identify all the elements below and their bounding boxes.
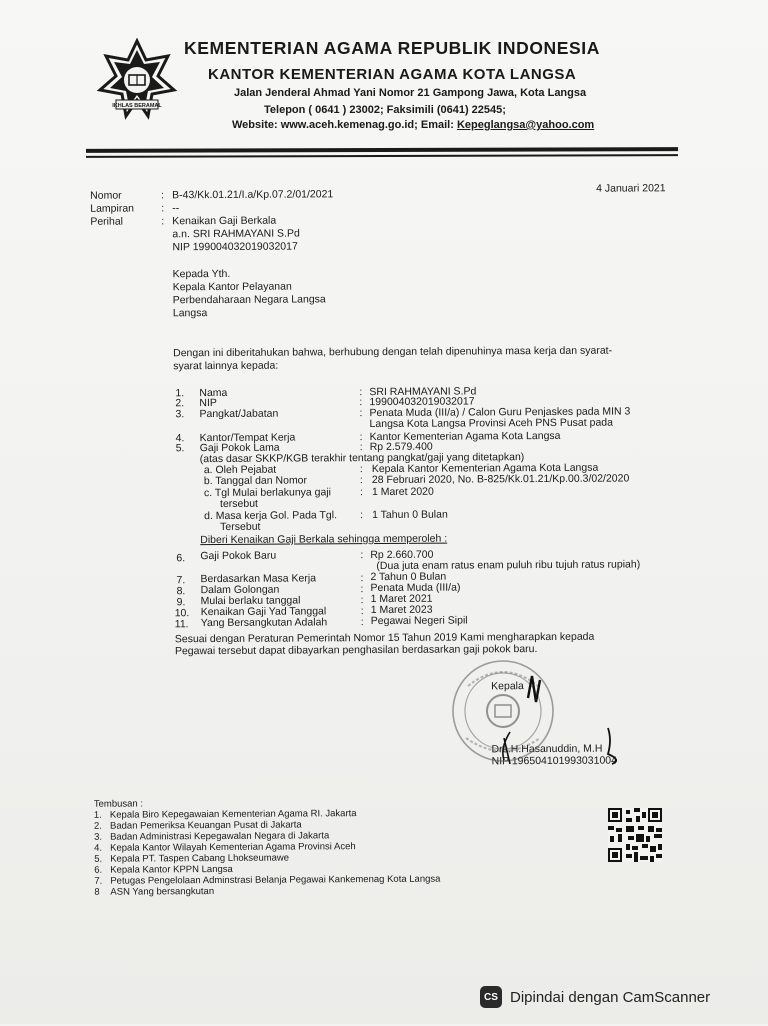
salary-basis-note: (atas dasar SKKP/KGB terakhir tentang pangkat/gaji yang ditetapkan) [199,451,525,466]
item-number: 9. [176,596,186,609]
closing-line: Sesuai dengan Peraturan Pemerintah Nomor 15 Tahun 2019 Kami mengharapkan kepada [174,630,595,646]
item-label: NIP [199,396,217,410]
tembusan-number: 5. [94,853,103,865]
svg-text:IKHLAS BERAMAL: IKHLAS BERAMAL [112,103,162,109]
camscanner-icon: CS [480,986,502,1008]
increase-heading: Diberi Kenaikan Gaji Berkala sehingga memperoleh : [200,532,448,547]
item-label: Kantor/Tempat Kerja [199,431,296,445]
signatory-name: Drs.H.Hasanuddin, M.H [491,742,603,756]
tembusan-item: Badan Administrasi Kepegawalan Negara di Jakarta [110,830,330,843]
recipient-line: Kepada Yth. [172,267,231,281]
item-label: tersebut [219,497,259,510]
tembusan-item: ASN Yang bersangkutan [110,886,215,898]
tembusan-item: Kepala PT. Taspen Cabang Lhokseumawe [110,852,290,865]
item-label: Gaji Pokok Baru [200,549,277,563]
intro-line: syarat lainnya kepada: [173,359,279,373]
tembusan-number: 7. [94,875,103,887]
item-number: 8. [176,585,186,598]
letter-date: 4 Januari 2021 [596,182,666,195]
item-label: b. Tanggal dan Nomor [203,474,308,488]
item-label: Nama [199,386,228,400]
item-label: Gaji Pokok Lama [199,441,280,455]
tembusan-number: 4. [94,842,103,854]
item-label: d. Masa kerja Gol. Pada Tgl. [204,509,338,523]
item-value: 2 Tahun 0 Bulan [370,570,447,584]
item-value: 1 Tahun 0 Bulan [372,508,448,522]
header-email-link[interactable]: Kepeglangsa@yahoo.com [456,119,595,131]
signature-title: Kepala [491,680,524,693]
perihal-an: a.n. SRI RAHMAYANI S.Pd [172,227,300,241]
item-value: Rp 2.579.400 [369,440,433,454]
item-value: 1 Maret 2020 [371,485,434,499]
tembusan-item: Kepala Kantor KPPN Langsa [110,863,233,876]
item-value: 1 Maret 2021 [370,592,433,606]
item-value: Pegawai Negeri Sipil [370,614,468,628]
salary-in-words: (Dua juta enam ratus enam puluh ribu tujuh ratus rupiah) [376,558,641,573]
tembusan-item: Kepala Biro Kepegawaian Kementerian Agama RI. Jakarta [109,808,357,821]
header-phone: Telepon ( 0641 ) 23002; Faksimili (0641) 22545; [264,104,506,116]
recipient-line: Perbendaharaan Negara Langsa [172,293,326,307]
item-number: 2. [175,397,185,410]
item-number: 4. [175,432,185,445]
item-number: 1. [175,387,185,400]
handwritten-signature-icon [480,668,630,768]
item-label: Kenaikan Gaji Yad Tanggal [200,605,327,619]
tembusan-number: 2. [93,820,102,832]
item-value: Kantor Kementerian Agama Kota Langsa [369,429,561,444]
nomor-label: Nomor [90,189,122,202]
tembusan-number: 1. [93,809,102,821]
item-number: 10. [174,607,190,620]
item-number: 5. [175,442,185,455]
lampiran-value: -- [172,202,180,215]
qr-code-icon [608,808,662,862]
item-value: Penata Muda (III/a) / Calon Guru Penjaskes pada MIN 3 [369,405,631,420]
item-label: Tersebut [220,520,261,533]
item-value: 199004032019032017 [369,395,475,409]
tembusan-title: Tembusan : [93,798,144,810]
camscanner-watermark [480,984,710,1010]
letter-body: Nomor Lampiran Perihal : : : B-43/Kk.01.21/I.a/Kp.07.2/01/2021 -- Kenaikan Gaji Berkala a.n. SRI RAHMAYANI S.Pd NIP 199004032019032017 4 Januari 2021 Kepada Yth. Kepala Kantor Pelayanan Perbendaharaan Negara Langsa Langsa Dengan ini diberitahukan bahwa, berhubung dengan telah dipenuhinya masa kerja dan syarat- syarat lainnya kepada: 1. Nama : SRI RAHMAYANI S.Pd 2. NIP : 199004032019032017 3. Pangkat/Jabatan : Penata Muda (III/a) / Calon Guru Penjaskes pada MIN 3 Langsa Kota Langsa Provinsi Aceh PNS Pusat pada 4. Kantor/Tempat Kerja : Kantor Kementerian Agama Kota Langsa 5. Gaji Pokok Lama : Rp 2.579.400 (atas dasar SKKP/KGB terakhir tentang pangkat/gaji yang ditetapkan) a. Oleh Pejabat : Kepala Kantor Kementerian Agama Kota Langsa b. Tanggal dan Nomor : 28 Februari 2020, No. B-825/Kk.01.21/Kp.00.3/02/2020 c. Tgl Mulai berlakunya gaji tersebut : 1 Maret 2020 d. Masa kerja Gol. Pada Tgl. Tersebut : 1 Tahun 0 Bulan Diberi Kenaikan Gaji Berkala sehingga memperoleh : 6. Gaji Pokok Baru : Rp 2.660.700 (Dua juta enam ratus enam puluh ribu tujuh ratus rupiah) 7. Berdasarkan Masa Kerja : 2 Tahun 0 Bulan 8. Dalam Golongan : Penata Muda (III/a) 9. Mulai berlaku tanggal : 1 Maret 2021 10. Kenaikan Gaji Yad Tanggal : 1 Maret 2023 11. Yang Bersangkutan Adalah : Pegawai Negeri Sipil Sesuai dengan Peraturan Pemerintah Nomor 15 Tahun 2019 Kami mengharapkan kepada Pegawai tersebut dapat dibayarkan penghasilan berdasarkan gaji pokok baru. Kepala Drs.H.Hasanuddin, M.H NIP 196504101993031004 Tembusan : 1. Kepala Biro Kepegawaian Kementerian Agama RI. Jakarta 2. Badan Pemeriksa Keuangan Pusat di Jakarta 3. Badan Administrasi Kepegawalan Negara di Jakarta 4. Kepala Kantor Wilayah Kementerian Agama Provinsi Aceh 5. Kepala PT. Taspen Cabang Lhokseumawe 6. Kepala Kantor KPPN Langsa 7. Petugas Pengelolaan Adminstrasi Belanja Pegawai Kankemenag Kota Langsa 8 ASN Yang bersangkutan [90,182,666,898]
intro-line: Dengan ini diberitahukan bahwa, berhubung dengan telah dipenuhinya masa kerja dan syarat- [173,344,613,360]
signatory-nip: NIP 196504101993031004 [491,754,617,768]
tembusan-item: Kepala Kantor Wilayah Kementerian Agama Provinsi Aceh [110,841,356,854]
recipient-line: Langsa [172,307,208,320]
lampiran-label: Lampiran [90,202,135,215]
item-number: 6. [176,552,186,565]
item-number: 11. [174,618,189,631]
item-value: Kepala Kantor Kementerian Agama Kota Langsa [371,461,599,476]
header-ministry: KEMENTERIAN AGAMA REPUBLIK INDONESIA [184,38,601,58]
item-label: Mulai berlaku tanggal [200,594,301,608]
item-value: SRI RAHMAYANI S.Pd [369,385,477,399]
nomor-value: B-43/Kk.01.21/I.a/Kp.07.2/01/2021 [172,188,334,202]
closing-line: Pegawai tersebut dapat dibayarkan penghasilan berdasarkan gaji pokok baru. [174,643,538,658]
item-number: 3. [175,408,185,421]
item-label: Yang Bersangkutan Adalah [200,616,328,630]
item-number: 7. [176,574,186,587]
tembusan-number: 3. [94,831,103,843]
perihal-value: Kenaikan Gaji Berkala [172,214,277,228]
recipient-line: Kepala Kantor Pelayanan [172,280,292,294]
tembusan-item: Badan Pemeriksa Keuangan Pusat di Jakarta [109,819,302,832]
item-label: Berdasarkan Masa Kerja [200,572,317,586]
item-label: Dalam Golongan [200,583,280,597]
header-website: Website: www.aceh.kemenag.go.id; Email: Kepeglangsa@yahoo.com [232,119,595,131]
item-label: c. Tgl Mulai berlakunya gaji [203,486,332,500]
tembusan-number: 8 [94,886,100,898]
tembusan-number: 6. [94,864,103,876]
item-value: Rp 2.660.700 [370,548,434,562]
header-office: KANTOR KEMENTERIAN AGAMA KOTA LANGSA [208,66,577,83]
item-value: Penata Muda (III/a) [370,581,461,595]
tembusan-item: Petugas Pengelolaan Adminstrasi Belanja Pegawai Kankemenag Kota Langsa [110,873,441,887]
item-value: 28 Februari 2020, No. B-825/Kk.01.21/Kp.00.3/02/2020 [371,472,630,487]
perihal-nip: NIP 199004032019032017 [172,240,298,254]
header-address: Jalan Jenderal Ahmad Yani Nomor 21 Gampong Jawa, Kota Langsa [234,87,587,99]
camscanner-text: Dipindai dengan CamScanner [510,988,711,1006]
item-value: 1 Maret 2023 [370,603,433,617]
item-label: a. Oleh Pejabat [203,463,277,477]
perihal-label: Perihal [90,215,124,228]
item-value: Langsa Kota Langsa Provinsi Aceh PNS Pusat pada [369,416,613,431]
item-label: Pangkat/Jabatan [199,407,279,421]
